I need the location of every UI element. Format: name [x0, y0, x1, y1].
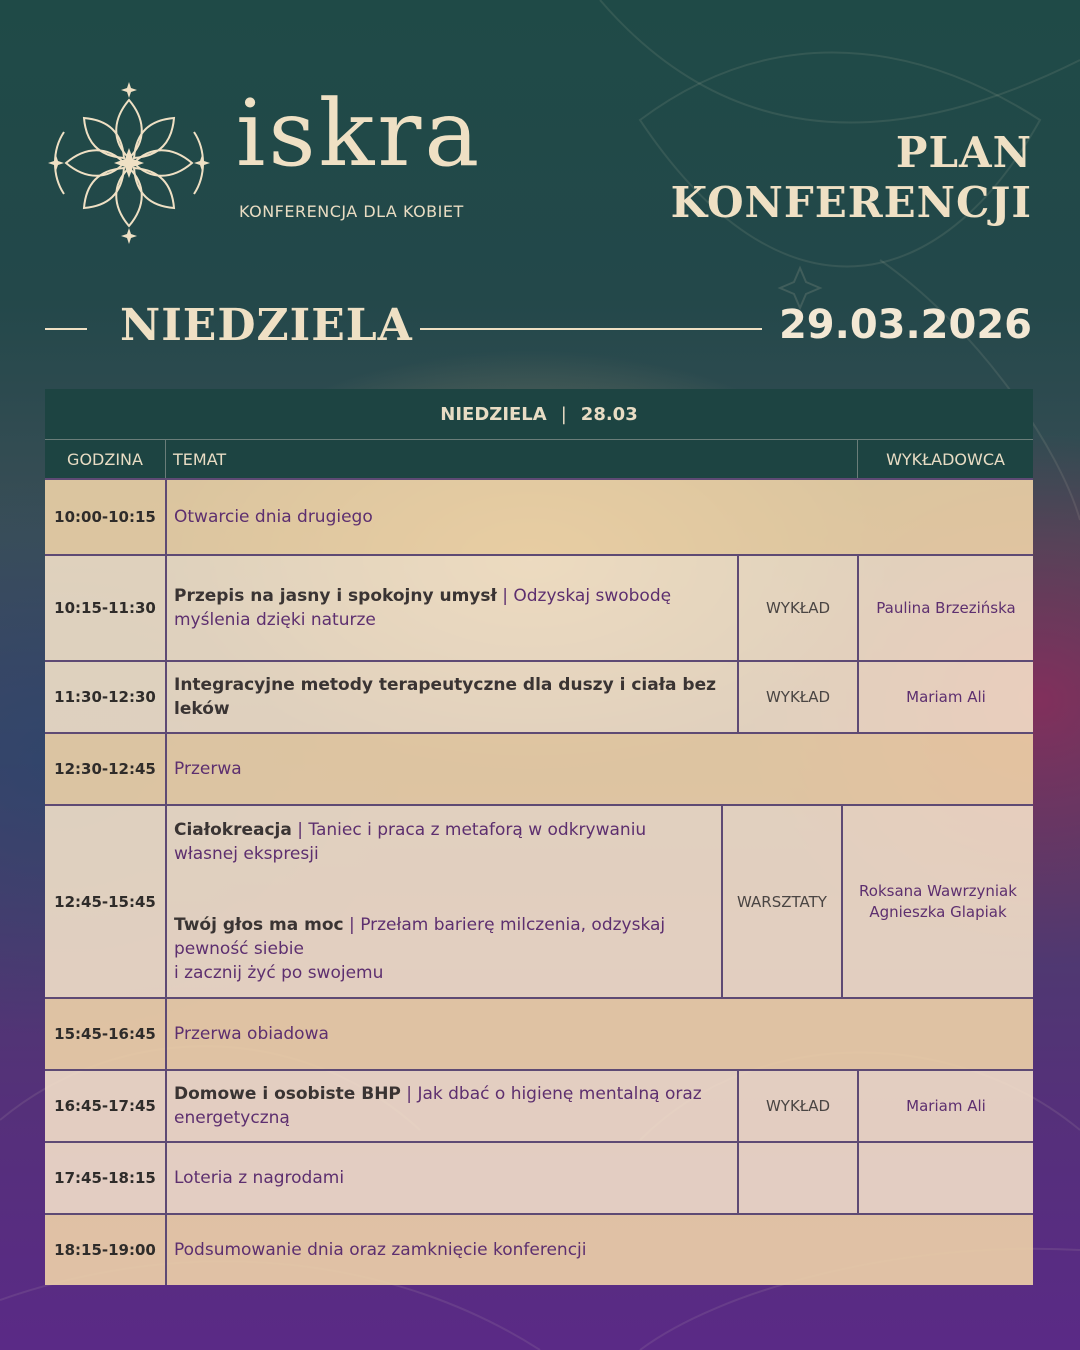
workshop-2-description-cont: i zacznij żyć po swojemu [174, 963, 384, 983]
row-time: 15:45-16:45 [45, 999, 167, 1069]
row-topic: Loteria z nagrodami [167, 1143, 739, 1213]
workshop-1-separator: | [291, 820, 309, 840]
day-date: 29.03.2026 [778, 302, 1032, 348]
row-topic-description: Odzyskaj swobodę myślenia dzięki naturze [174, 586, 672, 630]
workshop-2-separator: | [343, 915, 361, 935]
row-topic [167, 556, 739, 660]
workshop-2 [174, 913, 714, 985]
row-topic-separator: | [496, 586, 514, 606]
table-row [45, 1069, 1033, 1141]
row-time: 17:45-18:15 [45, 1143, 167, 1213]
header-lecturer: WYKŁADOWCA [886, 449, 1005, 469]
row-type: WYKŁAD [739, 662, 859, 732]
lecturer-1: Roksana Wawrzyniak [859, 881, 1017, 900]
caption-date: 28.03 [580, 403, 638, 425]
table-row [45, 732, 1033, 804]
row-time: 18:15-19:00 [45, 1215, 167, 1285]
row-topic [167, 662, 739, 732]
row-lecturer: Paulina Brzezińska [876, 598, 1016, 617]
schedule-table [45, 389, 1033, 1285]
workshop-1-title: Ciałokreacja [174, 820, 292, 840]
row-topic [167, 1071, 739, 1141]
row-topic [167, 806, 723, 997]
table-row [45, 1141, 1033, 1213]
row-topic: Przerwa [174, 759, 242, 779]
caption-day: NIEDZIELA [440, 403, 547, 425]
row-type [739, 1143, 859, 1213]
row-time: 10:00-10:15 [45, 480, 167, 554]
row-lecturer: Mariam Ali [906, 687, 986, 706]
lecturer-2: Agnieszka Glapiak [869, 902, 1007, 921]
workshop-1 [174, 818, 714, 866]
row-topic-title: Domowe i osobiste BHP [174, 1084, 401, 1104]
row-topic: Przerwa obiadowa [174, 1024, 329, 1044]
brand-subtitle: KONFERENCJA DLA KOBIET [239, 202, 464, 221]
row-time: 12:45-15:45 [45, 806, 167, 997]
row-topic: Podsumowanie dnia oraz zamknięcie konferencji [174, 1240, 587, 1260]
table-row [45, 1213, 1033, 1285]
row-lecturer: Mariam Ali [906, 1096, 986, 1115]
table-row [45, 660, 1033, 732]
page-title [671, 128, 1032, 228]
divider-middle [420, 328, 762, 330]
row-lecturer [859, 1143, 1033, 1213]
row-topic-separator: | [400, 1084, 418, 1104]
divider-left [45, 328, 87, 330]
header-time: GODZINA [45, 440, 166, 478]
row-type: WYKŁAD [739, 1071, 859, 1141]
page-title-line1: PLAN [895, 128, 1032, 177]
row-time: 11:30-12:30 [45, 662, 167, 732]
header-topic: TEMAT [166, 440, 858, 478]
row-topic-title: Przepis na jasny i spokojny umysł [174, 586, 497, 606]
row-time: 16:45-17:45 [45, 1071, 167, 1141]
row-topic-description: Jak dbać o higienę mentalną oraz energetyczną [174, 1084, 702, 1128]
workshop-2-description: Przełam barierę milczenia, odzyskaj pewność siebie [174, 915, 666, 959]
table-row [45, 997, 1033, 1069]
row-topic-title: Integracyjne metody terapeutyczne dla duszy i ciała bez leków [174, 675, 716, 719]
row-type: WYKŁAD [739, 556, 859, 660]
caption-separator: | [560, 403, 567, 425]
workshop-2-title: Twój głos ma moc [174, 915, 344, 935]
workshop-1-description: Taniec i praca z metaforą w odkrywaniu własnej ekspresji [174, 820, 647, 864]
row-time: 12:30-12:45 [45, 734, 167, 804]
table-header [45, 440, 1033, 478]
row-topic: Otwarcie dnia drugiego [174, 507, 373, 527]
table-row [45, 804, 1033, 997]
page-title-line2: KONFERENCJI [670, 178, 1032, 227]
day-name: NIEDZIELA [120, 300, 413, 351]
brand-name: iskra [236, 80, 483, 187]
row-lecturer [843, 806, 1033, 997]
lotus-logo-icon [46, 80, 212, 246]
table-row [45, 554, 1033, 660]
row-time: 10:15-11:30 [45, 556, 167, 660]
table-row [45, 478, 1033, 554]
row-type: WARSZTATY [723, 806, 843, 997]
table-caption [45, 389, 1033, 440]
